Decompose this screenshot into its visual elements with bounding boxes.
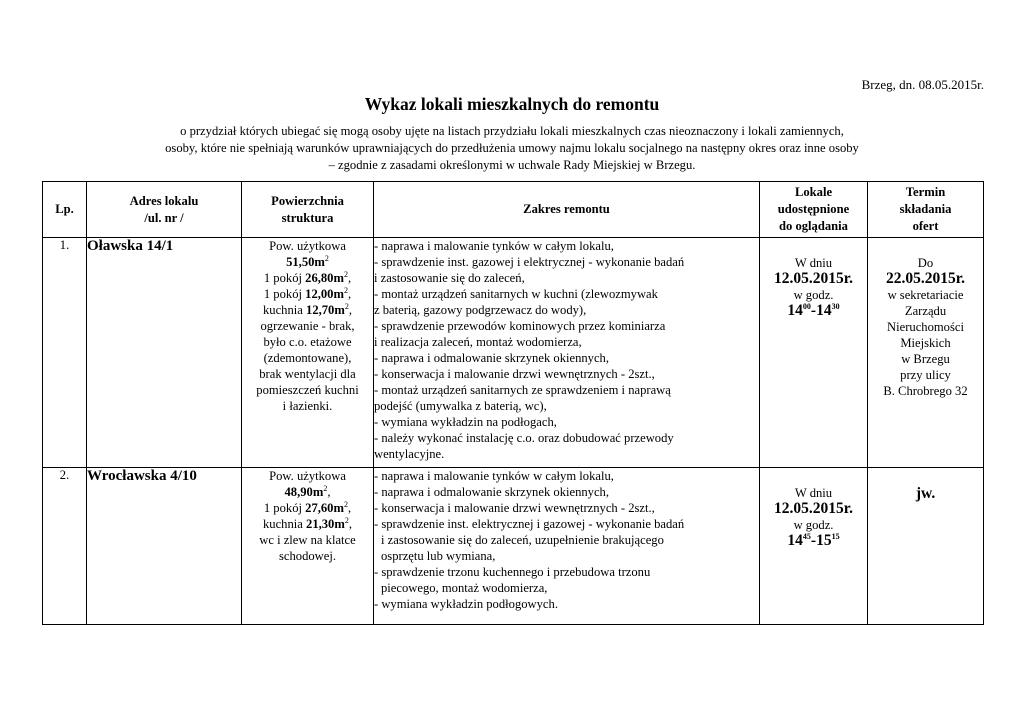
row-address: Oławska 14/1 xyxy=(87,238,242,468)
header-lp: Lp. xyxy=(43,182,87,238)
row-address: Wrocławska 4/10 xyxy=(87,468,242,625)
header-viewing: Lokale udostępnione do oglądania xyxy=(760,182,868,238)
intro-line: osoby, które nie spełniają warunków uprawniających do przedłużenia umowy najmu lokalu socjalnego na następny okres oraz inne osoby xyxy=(165,141,859,155)
row-repair-scope: - naprawa i malowanie tynków w całym lokalu, - sprawdzenie inst. gazowej i elektrycznej - wykonanie badań i zastosowanie się do zaleceń, - montaż urządzeń sanitarnych w kuchni (zlewozmywak z baterią, gazowy podgrzewacz do wody), - sprawdzenie przewodów kominowych przez kominiarza i realizacja zaleceń, montaż wodomierza, - naprawa i odmalowanie skrzynek okiennych, - konserwacja i malowanie drzwi wewnętrznych - 2szt., - montaż urządzeń sanitarnych ze sprawdzeniem i naprawą podejść (umywalka z baterią, wc), - wymiana wykładzin na podłogach, - należy wykonać instalację c.o. oraz dobudować przewody wentylacyjne. xyxy=(374,238,760,468)
row-viewing: W dniu 12.05.2015r. w godz. $14^{45}-15^{15}$ xyxy=(760,468,868,625)
intro-line: o przydział których ubiegać się mogą osoby ujęte na listach przydziału lokali mieszkalnych czas nieoznaczony i lokali zamiennych, xyxy=(180,124,844,138)
header-scope: Zakres remontu xyxy=(374,182,760,238)
row-number: 1. xyxy=(43,238,87,468)
row-repair-scope: - naprawa i malowanie tynków w całym lokalu, - naprawa i odmalowanie skrzynek okiennych, - konserwacja i malowanie drzwi wewnętrznych - 2szt., - sprawdzenie inst. elektrycznej i gazowej - wykonanie badań i zastosowanie się do zaleceń, uzupełnienie brakującego osprzętu lub wymiana, - sprawdzenie trzonu kuchennego i przebudowa trzonu piecowego, montaż wodomierza, - wymiana wykładzin podłogowych. xyxy=(374,468,760,625)
table-row xyxy=(43,238,984,468)
intro-paragraph xyxy=(60,123,964,174)
header-address: Adres lokalu /ul. nr / xyxy=(87,182,242,238)
row-number: 2. xyxy=(43,468,87,625)
row-area: Pow. użytkowa $48,90m^2$, 1 pokój $27,60m^2$, kuchnia $21,30m^2$, wc i zlew na klatce schodowej. xyxy=(242,468,374,625)
row-deadline: Do 22.05.2015r. w sekretariacie Zarządu Nieruchomości Miejskich w Brzegu przy ulicy B. Chrobrego 32 xyxy=(868,238,984,468)
row-viewing: W dniu 12.05.2015r. w godz. $14^{00}-14^{30}$ xyxy=(760,238,868,468)
row-area: Pow. użytkowa $51,50m^2$ 1 pokój $26,80m^2$, 1 pokój $12,00m^2$, kuchnia $12,70m^2$, ogrzewanie - brak, było c.o. etażowe (zdemontowane), brak wentylacji dla pomieszczeń kuchni i łazienki. xyxy=(242,238,374,468)
document-date: Brzeg, dn. 08.05.2015r. xyxy=(861,77,984,92)
header-deadline: Termin składania ofert xyxy=(868,182,984,238)
document-title: Wykaz lokali mieszkalnych do remontu xyxy=(364,94,660,114)
apartments-table xyxy=(42,181,984,625)
row-deadline: jw. xyxy=(868,468,984,625)
table-header-row xyxy=(43,182,984,238)
intro-line: – zgodnie z zasadami określonymi w uchwale Rady Miejskiej w Brzegu. xyxy=(328,158,696,172)
header-area: Powierzchnia struktura xyxy=(242,182,374,238)
table-row xyxy=(43,468,984,625)
